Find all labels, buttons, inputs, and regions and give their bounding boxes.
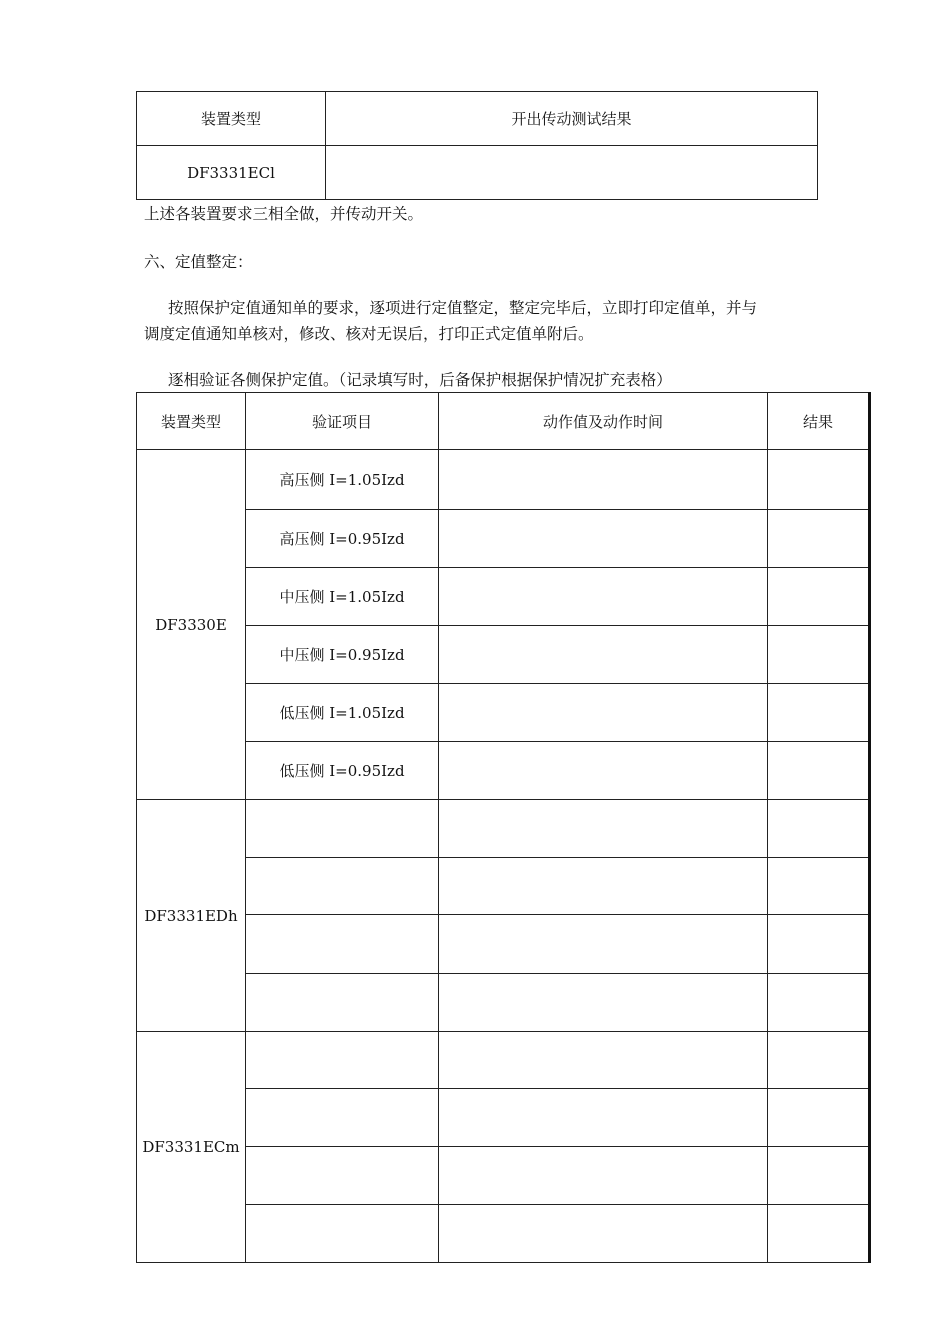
- header-device-type: 装置类型: [137, 393, 246, 450]
- paragraph-line-2: 调度定值通知单核对，修改、核对无误后，打印正式定值单附后。: [144, 325, 594, 343]
- verify-item-cell: 低压侧 I=1.05Izd: [246, 684, 439, 742]
- table-row: [137, 858, 870, 915]
- table-row: [137, 510, 870, 568]
- action-value-cell: [439, 800, 768, 858]
- verify-item-cell: 中压侧 I=1.05Izd: [246, 568, 439, 626]
- result-cell: [768, 510, 870, 568]
- action-value-cell: [439, 1147, 768, 1205]
- verify-item-cell: [246, 1089, 439, 1147]
- device-name-cell: DF3331EDh: [137, 800, 246, 1032]
- action-value-cell: [439, 1205, 768, 1263]
- verify-item-cell: [246, 1147, 439, 1205]
- verify-item-cell: 低压侧 I=0.95Izd: [246, 742, 439, 800]
- output-test-table: [136, 91, 818, 200]
- result-cell: [768, 800, 870, 858]
- action-value-cell: [439, 568, 768, 626]
- table-row: [137, 915, 870, 974]
- result-cell: [768, 974, 870, 1032]
- action-value-cell: [439, 742, 768, 800]
- verify-item-cell: [246, 858, 439, 915]
- action-value-cell: [439, 1089, 768, 1147]
- table-row: [137, 1147, 870, 1205]
- verify-item-cell: 高压侧 I=0.95Izd: [246, 510, 439, 568]
- device-name-cell: DF3331ECm: [137, 1032, 246, 1263]
- verify-item-cell: [246, 1205, 439, 1263]
- device-name-cell: DF3331ECl: [137, 146, 326, 200]
- table-row: [137, 450, 870, 510]
- result-cell: [768, 858, 870, 915]
- table-row: [137, 568, 870, 626]
- action-value-cell: [439, 858, 768, 915]
- table-header-row: [137, 393, 870, 450]
- verify-item-cell: [246, 1032, 439, 1089]
- result-cell: [768, 450, 870, 510]
- result-cell: [768, 684, 870, 742]
- table-row: [137, 974, 870, 1032]
- result-cell: [326, 146, 818, 200]
- setting-verification-table: [136, 392, 871, 1263]
- table-row: [137, 146, 818, 200]
- verify-item-cell: 高压侧 I=1.05Izd: [246, 450, 439, 510]
- table-row: [137, 800, 870, 858]
- result-cell: [768, 1147, 870, 1205]
- verify-item-cell: [246, 974, 439, 1032]
- action-value-cell: [439, 510, 768, 568]
- table-row: [137, 1032, 870, 1089]
- table-row: [137, 1089, 870, 1147]
- section-title: 六、定值整定：: [144, 253, 253, 271]
- header-result: 结果: [768, 393, 870, 450]
- result-cell: [768, 1205, 870, 1263]
- table-row: [137, 1205, 870, 1263]
- action-value-cell: [439, 915, 768, 974]
- result-cell: [768, 1089, 870, 1147]
- verify-item-cell: 中压侧 I=0.95Izd: [246, 626, 439, 684]
- paragraph-line-1: 按照保护定值通知单的要求，逐项进行定值整定，整定完毕后，立即打印定值单，并与: [168, 299, 758, 317]
- action-value-cell: [439, 1032, 768, 1089]
- table-intro-text: 逐相验证各侧保护定值。（记录填写时，后备保护根据保护情况扩充表格）: [168, 371, 672, 389]
- table-header-row: [137, 92, 818, 146]
- table-row: [137, 626, 870, 684]
- result-cell: [768, 626, 870, 684]
- action-value-cell: [439, 974, 768, 1032]
- result-cell: [768, 742, 870, 800]
- note-text: 上述各装置要求三相全做，并传动开关。: [144, 205, 424, 223]
- table-row: [137, 742, 870, 800]
- action-value-cell: [439, 684, 768, 742]
- table-row: [137, 684, 870, 742]
- verify-item-cell: [246, 915, 439, 974]
- action-value-cell: [439, 626, 768, 684]
- device-name-cell: DF3330E: [137, 450, 246, 800]
- result-cell: [768, 568, 870, 626]
- result-cell: [768, 915, 870, 974]
- action-value-cell: [439, 450, 768, 510]
- header-action-value-time: 动作值及动作时间: [439, 393, 768, 450]
- header-verify-item: 验证项目: [246, 393, 439, 450]
- result-cell: [768, 1032, 870, 1089]
- verify-item-cell: [246, 800, 439, 858]
- header-output-test-result: 开出传动测试结果: [326, 92, 818, 146]
- header-device-type: 装置类型: [137, 92, 326, 146]
